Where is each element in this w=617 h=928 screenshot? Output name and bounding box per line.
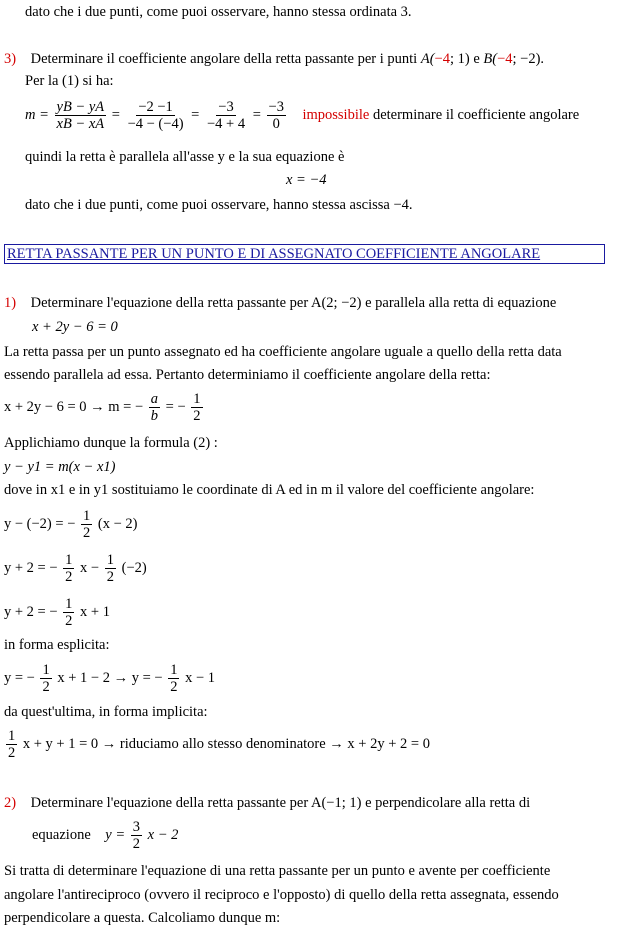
ex3-parallel-text: quindi la retta è parallela all'asse y e la sua equazione è (25, 149, 345, 165)
ex1-number: 1) (4, 295, 17, 311)
ex2-text: Determinare l'equazione della retta passante per A(−1; 1) e perpendicolare alla retta di (30, 795, 531, 811)
ex3-slope-equation: m = $\frac{yB - yA}{xB - xA}$ = $\frac{-2 -1}{-4 - (-4)}$ = $\frac{-3}{-4 + 4}$ = $\frac{-3}{0}$ impossibile determinare il coefficiente angolare (25, 99, 580, 133)
ex3-point-b-label: B( (483, 51, 498, 67)
ex1-eq: x + 2y − 6 = 0 (32, 319, 118, 335)
ex2-para2: angolare l'antireciproco (ovvero il reciproco e l'opposto) di quello della retta assegnata, essendo (4, 887, 559, 903)
ex1-where: dove in x1 e in y1 sostituiamo le coordinate di A ed in m il valore del coefficiente angolare: (4, 482, 535, 498)
ex1-explicit-label: in forma esplicita: (4, 637, 110, 653)
ex3-point-a-label: A( (420, 51, 435, 67)
m-eq: m = (25, 107, 49, 123)
ex1-step1: y − (−2) = − $\frac{1}{2}$ (x − 2) (4, 508, 138, 542)
ex1-formula2: y − y1 = m(x − x1) (4, 459, 116, 475)
ex3-point-b-x: −4 (497, 51, 513, 67)
section-heading: RETTA PASSANTE PER UN PUNTO E DI ASSEGNATO COEFFICIENTE ANGOLARE (4, 244, 605, 264)
p1-tail: dato che i due punti, come puoi osservare, hanno stessa ordinata 3. (25, 4, 412, 20)
ex1-step3: y + 2 = − $\frac{1}{2}$ x + 1 (4, 596, 110, 630)
ex3-point-a-rest: ; 1) e (449, 51, 480, 67)
ex3-point-a-x: −4 (434, 51, 450, 67)
ex1-text: Determinare l'equazione della retta passante per A(2; −2) e parallela alla retta di equazione (30, 295, 557, 311)
ex3-equation: x = −4 (286, 172, 327, 188)
ex3-line (4, 50, 544, 68)
ex1-explicit: y = − $\frac{1}{2}$ x + 1 − 2 → y = − $\frac{1}{2}$ x − 1 (4, 662, 216, 696)
impossibile-rest: determinare il coefficiente angolare (372, 107, 580, 123)
ex3-text: Determinare il coefficiente angolare della retta passante per i punti (30, 51, 418, 67)
frac-simplified: $\frac{-3}{-4 + 4}$ (206, 99, 246, 133)
ex1-para2: essendo parallela ad essa. Pertanto determiniamo il coefficiente angolare della retta: (4, 367, 491, 383)
frac-values: $\frac{-2 -1}{-4 - (-4)}$ (127, 99, 184, 133)
frac-final: $\frac{-3}{0}$ (268, 99, 284, 133)
ex1-slope: x + 2y − 6 = 0 → m = − $\frac{a}{b}$ = − $\frac{1}{2}$ (4, 391, 201, 425)
ex3-tail: dato che i due punti, come puoi osservare, hanno stessa ascissa −4. (25, 197, 413, 213)
ex2-equation: equazione y = $\frac{3}{2}$ x − 2 (32, 819, 179, 853)
ex1-line (4, 294, 556, 312)
ex2-para1: Si tratta di determinare l'equazione di una retta passante per un punto e avente per coefficiente (4, 863, 551, 879)
ex1-implicit: $\frac{1}{2}$ x + y + 1 = 0 → riduciamo allo stesso denominatore → x + 2y + 2 = 0 (8, 728, 430, 762)
ex1-implicit-label: da quest'ultima, in forma implicita: (4, 704, 208, 720)
ex1-para1: La retta passa per un punto assegnato ed ha coefficiente angolare uguale a quello della retta data (4, 344, 562, 360)
ex1-apply: Applichiamo dunque la formula (2) : (4, 435, 218, 451)
ex2-line (4, 794, 530, 812)
frac-generic: $\frac{yB - yA}{xB - xA}$ (56, 99, 105, 133)
impossibile-label: impossibile (302, 107, 370, 123)
ex1-step2: y + 2 = − $\frac{1}{2}$ x − $\frac{1}{2}$ (−2) (4, 552, 147, 586)
ex2-number: 2) (4, 795, 17, 811)
ex3-number: 3) (4, 51, 17, 67)
ex2-para3: perpendicolare a questa. Calcoliamo dunque m: (4, 910, 281, 926)
ex3-point-b-rest: ; −2). (512, 51, 545, 67)
ex3-formula-ref: Per la (1) si ha: (25, 73, 114, 89)
